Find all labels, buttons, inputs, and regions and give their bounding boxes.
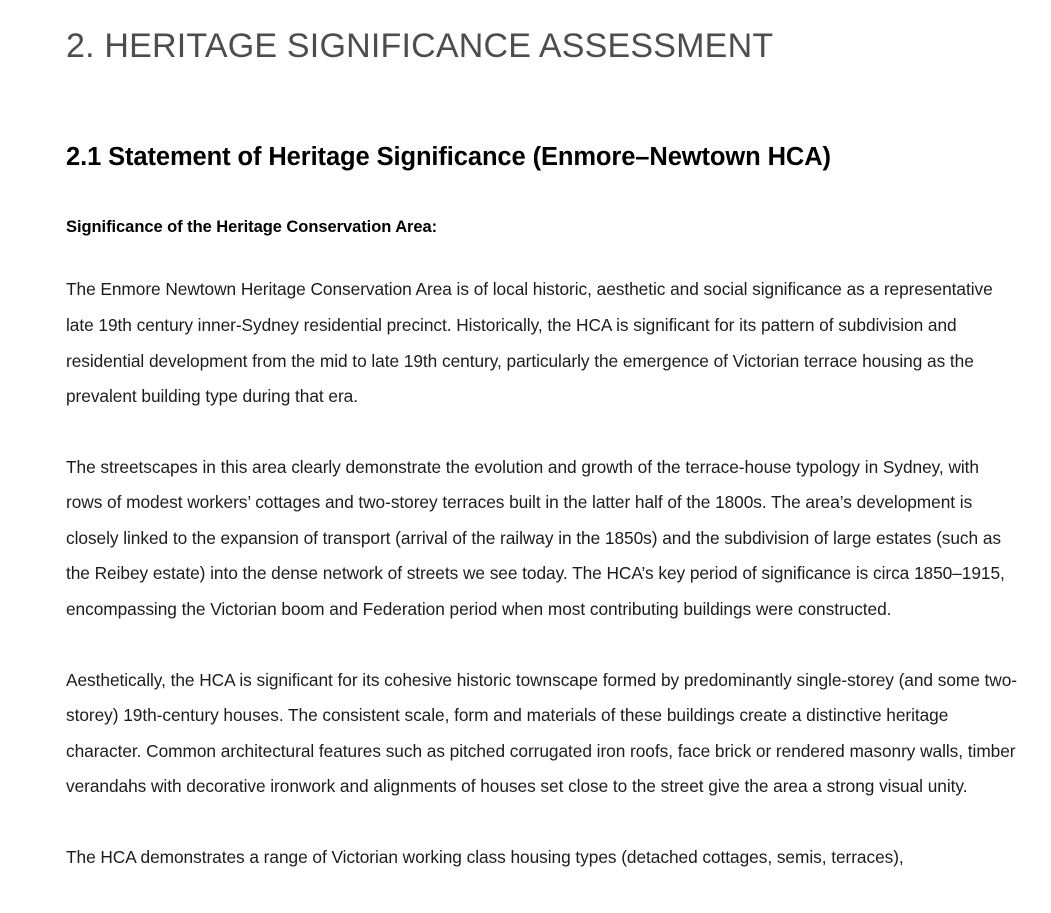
body-paragraph-3: Aesthetically, the HCA is significant for its cohesive historic townscape formed by predominantly single-storey (and some two-storey) 19th-century houses. The consistent scale, form and materials of these buildings create a distinctive heritage character. Common architectural features such as pitched corrugated iron roofs, face brick or rendered masonry walls, timber verandahs with decorative ironwork and alignments of houses set close to the street give the area a strong visual unity. (66, 669, 1017, 797)
page-title: 2. HERITAGE SIGNIFICANCE ASSESSMENT (66, 27, 774, 65)
section-heading: 2.1 Statement of Heritage Significance (Enmore–Newtown HCA) (66, 143, 831, 172)
body-paragraph-2: The streetscapes in this area clearly demonstrate the evolution and growth of the terrace-house typology in Sydney, with rows of modest workers’ cottages and two-storey terraces built in the latter half of the 1800s. The area’s development is closely linked to the expansion of transport (arrival of the railway in the 1850s) and the subdivision of large estates (such as the Reibey estate) into the dense network of streets we see today. The HCA’s key period of significance is circa 1850–1915, encompassing the Victorian boom and Federation period when most contributing buildings were constructed. (66, 456, 1005, 620)
body-paragraph-4: The HCA demonstrates a range of Victorian working class housing types (detached cottages, semis, terraces), (66, 847, 904, 868)
sub-heading: Significance of the Heritage Conservation Area: (66, 217, 438, 236)
body-paragraph-1: The Enmore Newtown Heritage Conservation Area is of local historic, aesthetic and social significance as a representative late 19th century inner-Sydney residential precinct. Historically, the HCA is significant for its pattern of subdivision and residential development from the mid to late 19th century, particularly the emergence of Victorian terrace housing as the prevalent building type during that era. (66, 279, 993, 407)
